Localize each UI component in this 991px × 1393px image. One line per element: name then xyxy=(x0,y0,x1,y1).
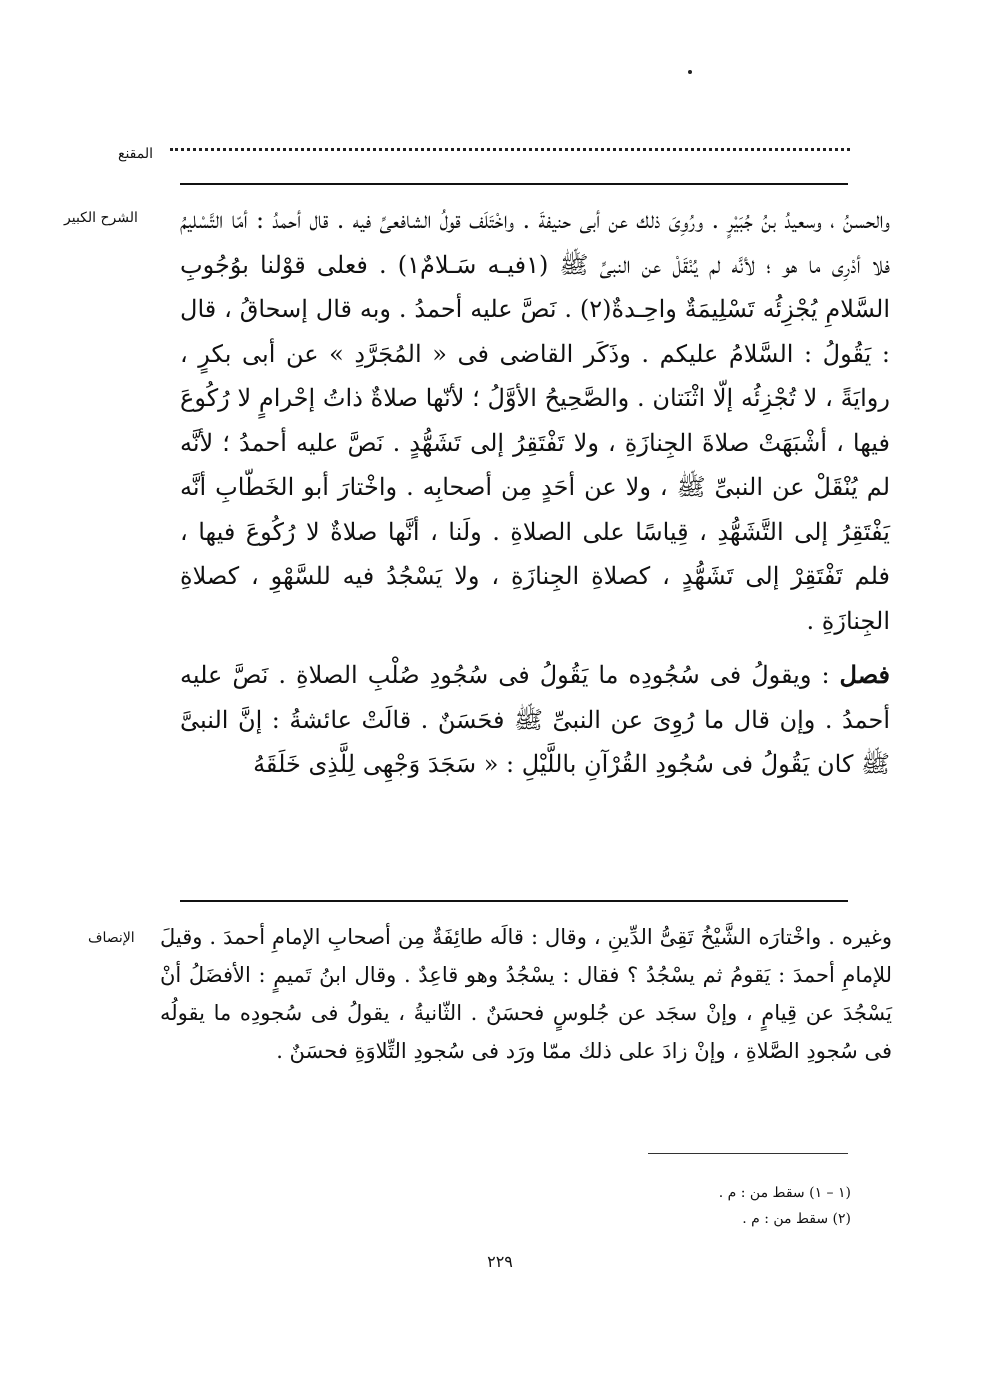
header-dotted-line xyxy=(170,140,850,162)
middle-rule xyxy=(180,900,848,902)
insaf-section-label: الإنصاف xyxy=(88,930,135,946)
fasl-heading: فصل xyxy=(839,660,890,689)
fasl-body: : ويقولُ فى سُجُودِه ما يَقُولُ فى سُجُودِ صُلْبِ الصلاةِ . نَصَّ عليه أحمدُ . وإن قال ما رُوِىَ عن النبىِّ ﷺ فحَسَنٌ . قالَتْ عائشةُ : إنَّ النبىَّ ﷺ كان يَقُولُ فى سُجُودِ القُرْآنِ باللَّيْلِ : « سَجَدَ وَجْهِى لِلَّذِى خَلَقَهُ xyxy=(180,661,890,778)
dotted-divider xyxy=(170,148,850,151)
footnote-separator xyxy=(648,1153,848,1154)
footnotes xyxy=(719,1180,851,1232)
sharh-section-label: الشرح الكبير xyxy=(64,210,138,226)
page-number: ٢٢٩ xyxy=(487,1252,513,1271)
sharh-text-block xyxy=(180,198,890,787)
footnote-2: (٢) سقط من : م . xyxy=(742,1211,851,1227)
sharh-paragraph: والحسنُ ، وسعيدُ بنُ جُبَيْرٍ . ورُوِىَ ذلك عن أبى حنيفةَ . واخْتَلَف قولُ الشافعىِّ فيه . قال أحمدُ : أمّا التَّسْليمُ فلا أدْرِى ما هو ؛ لأنَّه لم يُنْقَلْ عن النبىِّ ﷺ (١فيـه سَـلامٌ١) . فعلى قوْلنا بوُجُوبِ السَّلامِ يُجْزِئُه تَسْلِيمَةٌ واحِـدةٌ(٢) . نَصَّ عليه أحمدُ . وبه قال إسحاقُ ، قال : يَقُولُ : السَّلامُ عليكم . وذَكَر القاضى فى « المُجَرَّدِ » عن أبى بكرٍ ، روايَةً ، لا تُجْزِئُه إلّا اثْنَتان . والصَّحِيحُ الأوَّلُ ؛ لأنّها صلاةٌ ذاتُ إحْرامٍ لا رُكُوعَ فيها ، أشْبَهَتْ صلاةَ الجِنازَةِ ، ولا تَفْتَقِرُ إلى تَشَهُّدٍ . نَصَّ عليه أحمدُ ؛ لأنَّه لم يُنْقَلْ عن النبىِّ ﷺ ، ولا عن أحَدٍ مِن أصحابِه . واخْتارَ أبو الخَطّابِ أنَّه يَفْتَقِرُ إلى التَّشَهُّدِ ، قِياسًا على الصلاةِ . ولَنا ، أنَّها صلاةٌ لا رُكُوعَ فيها ، فلم تَفْتَقِرْ إلى تَشَهُّدٍ ، كصلاةِ الجِنازَةِ ، ولا يَسْجُدُ فيه للسَّهْوِ ، كصلاةِ الجِنازَةِ . xyxy=(180,206,891,635)
insaf-text-block: وغيره . واخْتارَه الشَّيْخُ تَقِىُّ الدِّينِ ، وقال : قالَه طائِفَةٌ مِن أصحابِ الإمامِ أحمدَ . وقيلَ للإمامِ أحمدَ : يَقومُ ثم يسْجُدُ ؟ فقال : يسْجُدُ وهو قاعِدٌ . وقال ابنُ تَميمٍ : الأفضَلُ أنْ يَسْجُدَ عن قِيامٍ ، وإنْ سجَد عن جُلوسٍ فحسَنٌ . الثّانيةُ ، يقولُ فى سُجودِه ما يقولُه فى سُجودِ الصَّلاةِ ، وإنْ زادَ على ذلك ممّا ورَد فى سُجودِ التِّلاوَةِ فحسَنٌ . xyxy=(160,925,892,1063)
fasl-paragraph xyxy=(180,653,890,787)
top-rule xyxy=(180,183,848,185)
speck-mark xyxy=(688,70,692,74)
book-title-label: المقنع xyxy=(118,146,154,162)
footnote-1: (١ – ١) سقط من : م . xyxy=(718,1185,851,1201)
